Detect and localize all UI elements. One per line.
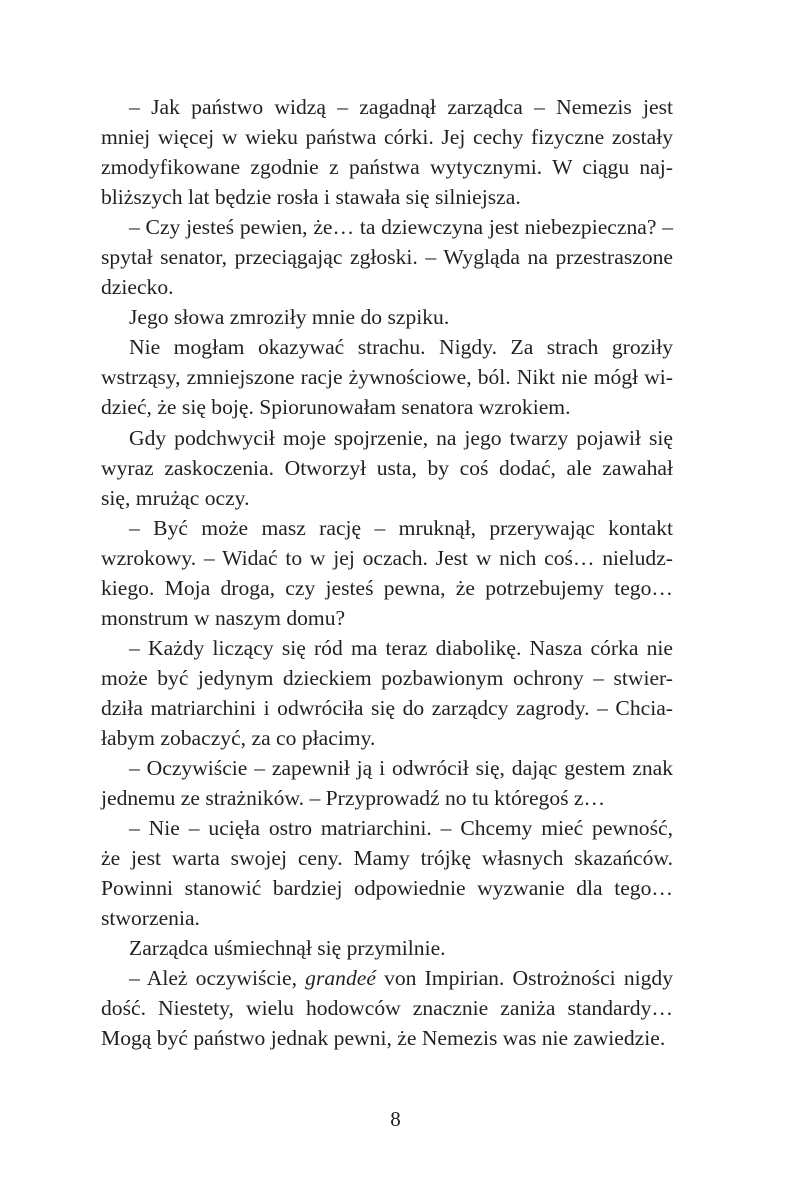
text-line: Jego słowa zmroziły mnie do szpiku.: [129, 305, 450, 330]
text-line: – Każdy liczący się ród ma teraz diabolikę. Nasza córka nie: [129, 635, 673, 660]
text-line: dzieć, że się boję. Spiorunowałam senatora wzrokiem.: [101, 395, 571, 420]
italic-term: grandeé: [305, 966, 376, 991]
text-line: kiego. Moja droga, czy jesteś pewna, że potrzebujemy tego…: [101, 575, 673, 600]
text-line: łabym zobaczyć, za co płacimy.: [101, 725, 376, 750]
text-line: się, mrużąc oczy.: [101, 485, 250, 510]
paragraph: [101, 423, 673, 513]
text-line: Zarządca uśmiechnął się przymilnie.: [129, 936, 446, 961]
text-line: – Być może masz rację – mruknął, przerywając kontakt: [129, 515, 673, 540]
text-line: – Jak państwo widzą – zagadnął zarządca – Nemezis jest: [129, 95, 673, 119]
paragraph: [101, 933, 673, 963]
text-line: dziła matriarchini i odwróciła się do zarządcy zagrody. – Chcia-: [101, 695, 673, 720]
text-line: zmodyfikowane zgodnie z państwa wytycznymi. W ciągu naj-: [101, 155, 673, 180]
paragraph: [101, 963, 673, 1053]
text-line: – Nie – ucięła ostro matriarchini. – Chcemy mieć pewność,: [129, 816, 673, 841]
text-line: – Oczywiście – zapewnił ją i odwrócił się, dając gestem znak: [129, 756, 673, 781]
text-line: Powinni stanowić bardziej odpowiednie wyzwanie dla tego…: [101, 876, 673, 901]
text-line: wzrokowy. – Widać to w jej oczach. Jest w nich coś… nieludz-: [101, 545, 673, 570]
text-run: von Impirian. Ostrożności nigdy: [375, 966, 674, 991]
text-line: jednemu ze strażników. – Przyprowadź no tu któregoś z…: [101, 786, 606, 811]
text-line: może być jedynym dzieckiem pozbawionym ochrony – stwier-: [101, 665, 673, 690]
text-line: dość. Niestety, wielu hodowców znacznie zaniża standardy…: [101, 996, 673, 1021]
text-line: mniej więcej w wieku państwa córki. Jej cechy fizyczne zostały: [101, 125, 673, 150]
text-line: Mogą być państwo jednak pewni, że Nemezis was nie zawiedzie.: [101, 1026, 666, 1051]
text-line: [101, 963, 673, 993]
paragraph: [101, 212, 673, 302]
body-text: [101, 92, 673, 1054]
text-line: – Czy jesteś pewien, że… ta dziewczyna jest niebezpieczna? –: [129, 215, 673, 240]
paragraph: [101, 332, 673, 422]
text-line: dziecko.: [101, 275, 174, 300]
text-line: monstrum w naszym domu?: [101, 605, 346, 630]
paragraph: [101, 92, 673, 212]
paragraph: [101, 513, 673, 633]
text-line: bliższych lat będzie rosła i stawała się silniejsza.: [101, 185, 521, 210]
text-run: – Ależ oczywiście,: [129, 966, 306, 991]
text-line: spytał senator, przeciągając zgłoski. – Wygląda na przestraszone: [101, 245, 673, 270]
text-line: Gdy podchwycił moje spojrzenie, na jego twarzy pojawił się: [129, 425, 673, 450]
text-line: Nie mogłam okazywać strachu. Nigdy. Za strach groziły: [129, 335, 673, 360]
text-line: wstrząsy, zmniejszone racje żywnościowe, ból. Nikt nie mógł wi-: [101, 365, 673, 390]
page-number: 8: [390, 1107, 401, 1131]
text-line: że jest warta swojej ceny. Mamy trójkę własnych skazańców.: [101, 846, 673, 871]
text-line: wyraz zaskoczenia. Otworzył usta, by coś dodać, ale zawahał: [101, 455, 673, 480]
paragraph: [101, 302, 673, 332]
text-line: stworzenia.: [101, 906, 200, 931]
paragraph: [101, 813, 673, 933]
paragraph: [101, 753, 673, 813]
paragraph: [101, 633, 673, 753]
